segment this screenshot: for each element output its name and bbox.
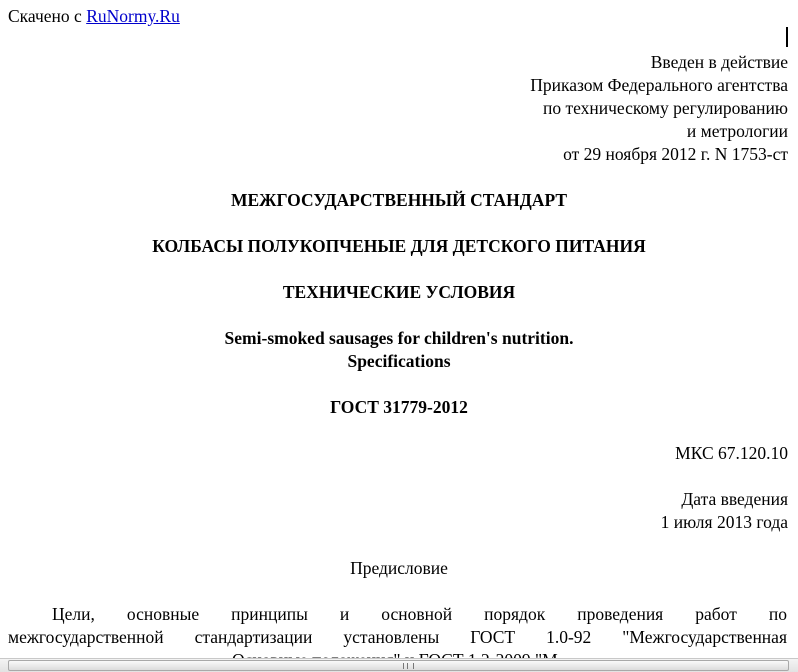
foreword-paragraph-line: межгосударственной стандартизации установлены ГОСТ 1.0-92 "Межгосударственная xyxy=(8,627,787,647)
intro-line: от 29 ноября 2012 г. N 1753-ст xyxy=(563,144,788,164)
english-title-line2: Specifications xyxy=(347,351,451,371)
scrollbar-thumb[interactable] xyxy=(8,660,789,671)
effective-date-value: 1 июля 2013 года xyxy=(660,512,788,532)
foreword-heading: Предисловие xyxy=(350,558,448,578)
english-title-line1: Semi-smoked sausages for children's nutrition. xyxy=(224,328,574,348)
intro-line: Приказом Федерального агентства xyxy=(530,75,788,95)
mks-code: МКС 67.120.10 xyxy=(675,443,788,463)
conditions-title: ТЕХНИЧЕСКИЕ УСЛОВИЯ xyxy=(282,282,516,302)
grip-icon xyxy=(403,663,414,669)
effective-date-label: Дата введения xyxy=(681,489,788,509)
gost-number: ГОСТ 31779-2012 xyxy=(330,397,468,417)
download-source-prefix: Скачено с xyxy=(8,6,87,26)
text-cursor xyxy=(786,27,788,47)
intro-line: по техническому регулированию xyxy=(542,98,788,118)
foreword-paragraph-line: Цели, основные принципы и основной порядок проведения работ по xyxy=(52,604,787,624)
intro-line: Введен в действие xyxy=(650,52,788,72)
download-source-line xyxy=(8,5,180,27)
source-link[interactable]: RuNormy.Ru xyxy=(86,6,180,26)
horizontal-scrollbar[interactable] xyxy=(0,658,798,672)
product-title: КОЛБАСЫ ПОЛУКОПЧЕНЫЕ ДЛЯ ДЕТСКОГО ПИТАНИЯ xyxy=(152,236,646,256)
intro-line: и метрологии xyxy=(686,121,788,141)
standard-type-heading: МЕЖГОСУДАРСТВЕННЫЙ СТАНДАРТ xyxy=(230,190,568,210)
